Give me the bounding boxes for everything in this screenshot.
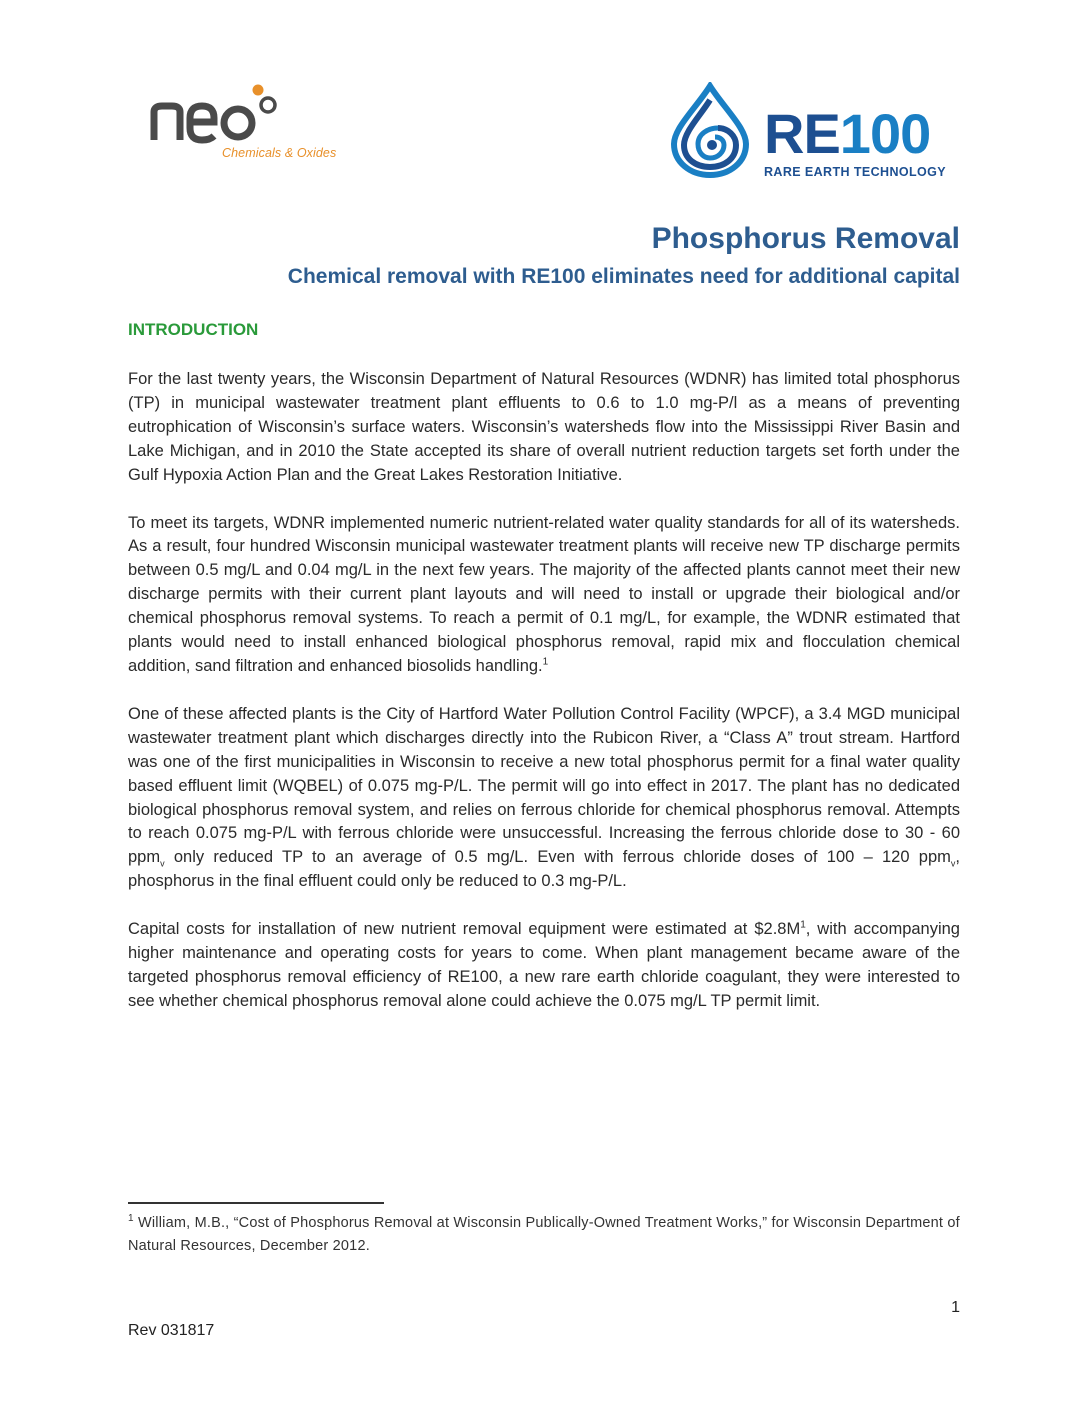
footnote-ref[interactable]: 1	[800, 919, 806, 931]
revision-label: Rev 031817	[128, 1322, 215, 1339]
paragraph-3	[128, 703, 960, 894]
water-drop-swirl-icon	[668, 82, 752, 178]
section-heading: INTRODUCTION	[128, 320, 259, 339]
footnote-text: William, M.B., “Cost of Phosphorus Removal at Wisconsin Publically-Owned Treatment Works,” for Wisconsin Department of Natural Resources, December 2012.	[128, 1215, 960, 1254]
unit-subscript: v	[160, 858, 165, 869]
body-text	[128, 368, 960, 1038]
paragraph-2	[128, 512, 960, 679]
re100-tagline: RARE EARTH TECHNOLOGY	[764, 165, 947, 179]
page-number: 1	[951, 1299, 960, 1316]
re100-word-num: 100	[839, 102, 931, 165]
re100-wordmark	[764, 102, 931, 165]
page-subtitle: Chemical removal with RE100 eliminates need for additional capital	[287, 265, 960, 288]
paragraph-2-text: To meet its targets, WDNR implemented numeric nutrient-related water quality standards for all of its watersheds. As a result, four hundred Wisconsin municipal wastewater treatment plants will receive new TP discharge permits between 0.5 mg/L and 0.04 mg/L in the next few years. The majority of the affected plants cannot meet their new discharge permits with their current plant layouts and will need to install or upgrade their biological and/or chemical phosphorus removal systems. To reach a permit of 0.1 mg/L, for example, the WDNR estimated that plants would need to install enhanced biological phosphorus removal, rapid mix and flocculation chemical addition, sand filtration and enhanced biosolids handling.	[128, 513, 960, 675]
footnote-divider	[128, 1202, 384, 1204]
re100-logo	[668, 82, 968, 182]
re100-word-re: RE	[764, 102, 840, 165]
paragraph-4-text-b: , with accompanying higher maintenance and operating costs for years to come. When plant management became aware of the targeted phosphorus removal efficiency of RE100, a new rare earth chloride coagulant, they were interested to see whether chemical phosphorus removal alone could achieve the 0.075 mg/L TP permit limit.	[128, 920, 960, 1010]
paragraph-4	[128, 918, 960, 1014]
neo-wordmark-graphic	[150, 84, 290, 144]
paragraph-1	[128, 368, 960, 488]
neo-tagline: Chemicals & Oxides	[222, 146, 337, 160]
page-title: Phosphorus Removal	[651, 222, 960, 255]
unit-subscript: v	[950, 858, 956, 869]
footnote-marker: 1	[128, 1213, 134, 1225]
footnote-ref[interactable]: 1	[542, 656, 549, 668]
paragraph-4-text-a: Capital costs for installation of new nutrient removal equipment were estimated at $2.8M	[128, 920, 801, 939]
paragraph-3-text-b: only reduced TP to an average of 0.5 mg/L. Even with ferrous chloride doses of 100 – 120 ppm	[164, 848, 951, 867]
footnote	[128, 1212, 960, 1258]
paragraph-3-text-a: One of these affected plants is the City of Hartford Water Pollution Control Facility (WPCF), a 3.4 MGD municipal wastewater treatment plant which discharges directly into the Rubicon River, a “Class A” trout stream. Hartford was one of the first municipalities in Wisconsin to receive a new total phosphorus permit for a final water quality based effluent limit (WQBEL) of 0.075 mg-P/L. The permit will go into effect in 2017. The plant has no dedicated biological phosphorus removal system, and relies on ferrous chloride for chemical phosphorus removal. Attempts to reach 0.075 mg-P/L with ferrous chloride were unsuccessful. Increasing the ferrous chloride dose to 30 - 60 ppm	[128, 704, 960, 867]
paragraph-3-text-c: , phosphorus in the final effluent could only be reduced to 0.3 mg-P/L.	[128, 848, 960, 891]
neo-logo	[150, 84, 350, 164]
paragraph-1-text: For the last twenty years, the Wisconsin Department of Natural Resources (WDNR) has limited total phosphorus (TP) in municipal wastewater treatment plant effluents to 0.6 to 1.0 mg-P/l as a means of preventing eutrophication of Wisconsin’s surface waters. Wisconsin’s watersheds flow into the Mississippi River Basin and Lake Michigan, and in 2010 the State accepted its share of overall nutrient reduction targets set forth under the Gulf Hypoxia Action Plan and the Great Lakes Restoration Initiative.	[128, 370, 960, 484]
